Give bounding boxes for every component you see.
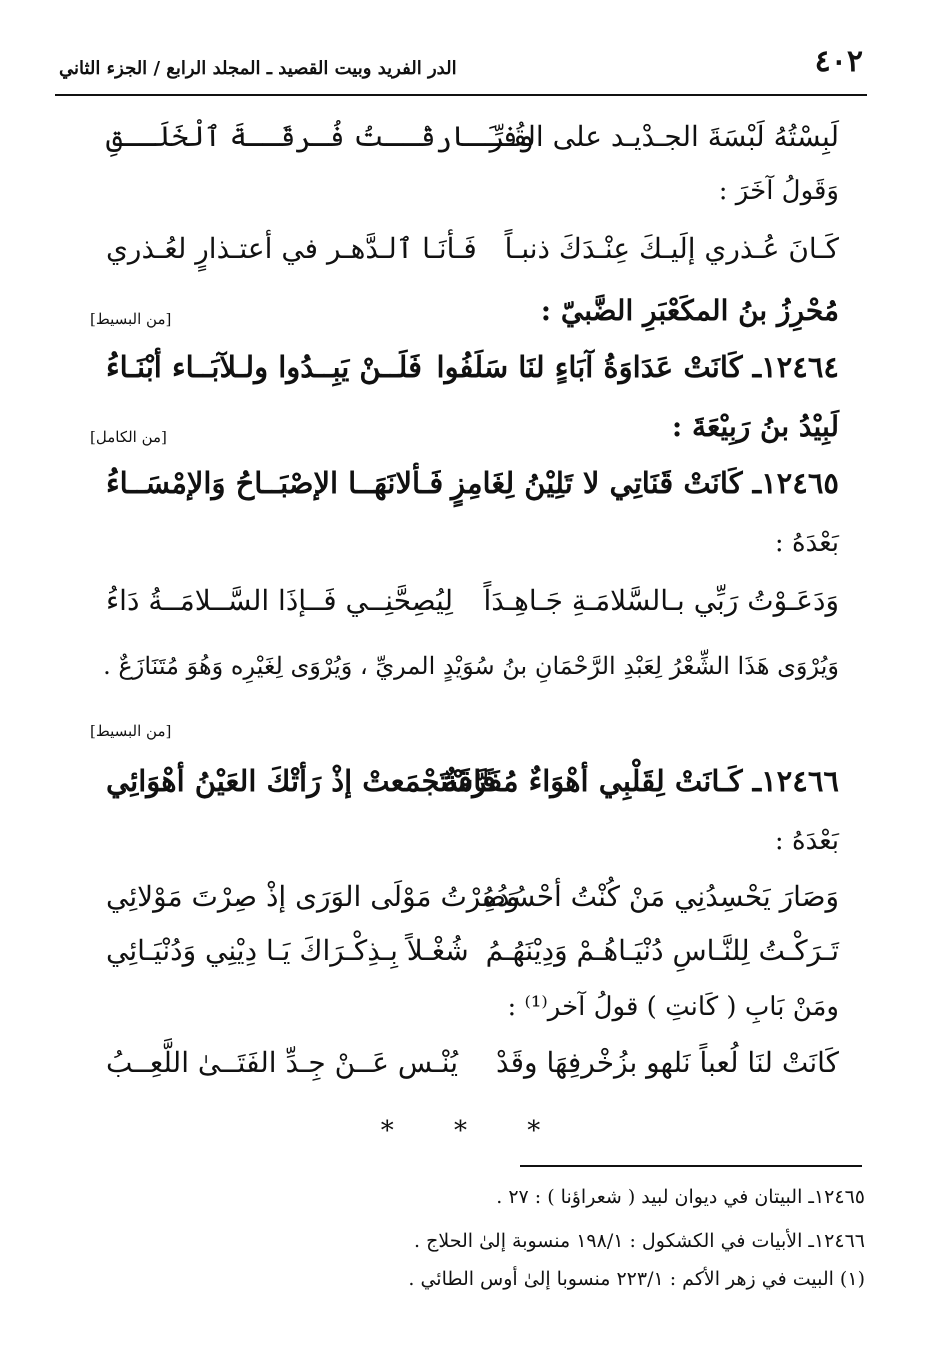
verse-hemistich-first: ١٢٤٦٦ـ كَـانَتْ لِقَلْبِي أهْوَاءٌ مُفَرَّقَةٌ: [442, 764, 839, 798]
page-number: ٤٠٢: [814, 44, 863, 79]
verse-intro: بَعْدَهُ :: [774, 528, 839, 558]
verse-hemistich-first: وَصَارَ يَحْسِدُنِي مَنْ كُنْتُ أحْسُدُهُ: [482, 880, 839, 913]
verse-hemistich-second: فَـأنَـا ٱلـدَّهـر في أعتـذارٍ لعُـذري: [106, 232, 477, 265]
verse-intro: وَقَولُ آخَرَ :: [718, 176, 839, 206]
section-separator: * * *: [380, 1116, 567, 1146]
verse-hemistich-first: لَبِسْتُهُ لَبْسَةَ الجـدْيـد على القُـرِّ: [489, 120, 839, 153]
poetic-meter: [من البسيط]: [90, 310, 172, 328]
poetic-meter: [من البسيط]: [90, 722, 172, 740]
verse-hemistich-first: كَـانَ عُـذري إلَيـكَ عِنْـدَكَ ذنبـاً: [504, 232, 839, 265]
verse-hemistich-second: فَـألانَهَــا الإصْبَــاحُ وَالإمْسَــاءُ: [106, 466, 444, 500]
footnote: ١٢٤٦٥ـ البيتان في ديوان لبيد ( شعراؤنا ) : ٢٧ .: [496, 1186, 865, 1208]
verse-hemistich-first: ١٢٤٦٥ـ كَانَتْ قَنَاتِي لا تَلِيْنُ لِغَامِزٍ: [451, 466, 839, 500]
poet-name: لَبِيْدُ بنُ رَبِيْعَةَ :: [671, 410, 839, 443]
verse-hemistich-first: تَـرَكْـتُ لِلنَّـاسِ دُنْيَـاهُـمْ وَدِيْنَهُـمُ: [485, 934, 839, 967]
footnote: (١) البيت في زهر الأكم : ٢٢٣/١ منسوبا إلىٰ أوس الطائي .: [408, 1268, 865, 1290]
verse-hemistich-first: وَدَعَـوْتُ رَبِّي بـالسَّلامَـةِ جَـاهِـدَاً: [483, 584, 839, 617]
verse-hemistich-second: فَلَــنْ يَبِــدُوا ولـلآبَــاء أبْنَـاءُ: [106, 350, 422, 384]
verse-hemistich-second: شُغْـلاً بِـذِكْـرَاكَ يَـا دِيْنِي وَدُنْيَـائِي: [106, 934, 469, 967]
verse-hemistich-second: وَصِرْتُ مَوْلَى الوَرَى إذْ صِرْتَ مَوْلائِي: [106, 880, 520, 913]
verse-hemistich-second: فَاسْتَجْمَعتْ إذْ رَأتْكَ العَيْنُ أهْوَائِي: [106, 764, 496, 798]
verse-hemistich-first: كَانَتْ لنَا لُعباً نَلهو بزُخْرفِهَا وقَدْ: [495, 1046, 839, 1079]
verse-hemistich-first: ١٢٤٦٤ـ كَانَتْ عَدَاوَةُ آبَاءٍ لنَا سَلَفُوا: [436, 350, 839, 384]
footnote-divider: [520, 1165, 862, 1167]
footnote: ١٢٤٦٦ـ الأبيات في الكشكول : ١٩٨/١ منسوبة إلىٰ الحلاج .: [414, 1230, 865, 1252]
verse-hemistich-second: لِيُصِحَّنِــي فَــإذَا السَّــلامَــةُ دَاءُ: [106, 584, 454, 617]
attribution-note: وَيُرْوَى هَذَا الشِّعْرُ لِعَبْدِ الرَّحْمَانِ بنُ سُوَيْدٍ المريِّ ، وَيُرْوَى لِغَيْرِه وَهُوَ مُتَنَازَعٌ .: [103, 652, 839, 680]
poetic-meter: [من الكامل]: [90, 428, 167, 446]
verse-intro: بَعْدَهُ :: [774, 826, 839, 856]
page-header: [55, 38, 867, 96]
running-title: الدر الفريد وبيت القصيد ـ المجلد الرابع / الجزء الثاني: [59, 58, 457, 79]
verse-hemistich-second: يُنْـس عَــنْ جِـدِّ الفَتَــىٰ اللَّعِــبُ: [106, 1046, 459, 1079]
verse-hemistich-second: وفـَـارقْــتُ فُـرقَــةَ ٱلْخَلَــقِ: [106, 120, 534, 153]
poet-name: مُحْرِزُ بنُ المكَعْبَرِ الضَّبيّ :: [540, 294, 839, 327]
verse-intro: ومَنْ بَابِ ( كَانتِ ) قولُ آخر⁽¹⁾ :: [507, 992, 839, 1022]
